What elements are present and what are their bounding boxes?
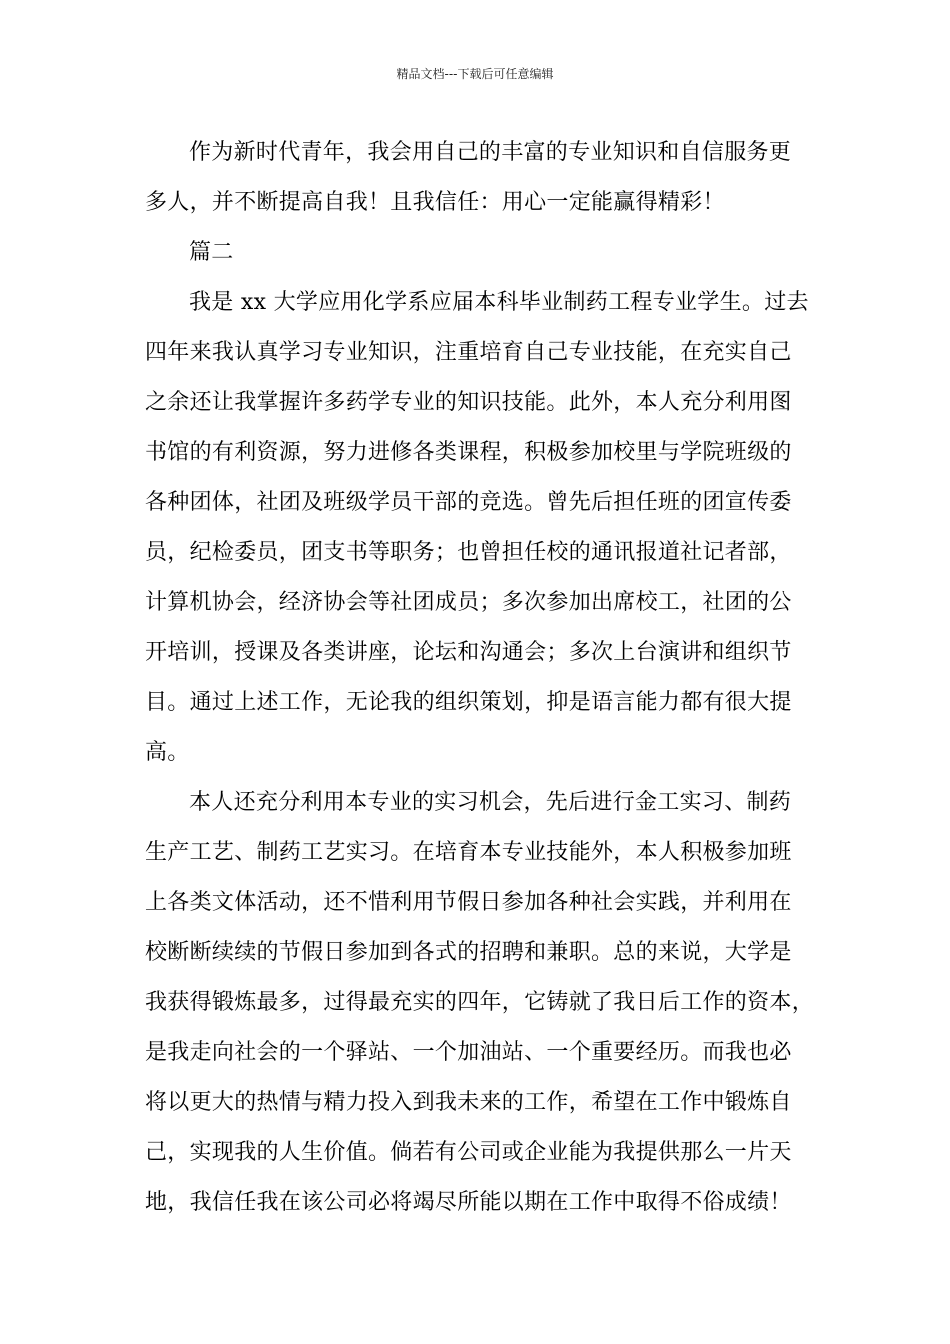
text-line: 上各类文体活动，还不惜利用节假日参加各种社会实践，并利用在 xyxy=(145,890,792,915)
text-line: 是我走向社会的一个驿站、一个加油站、一个重要经历。而我也必 xyxy=(145,1040,792,1065)
text-line: 己，实现我的人生价值。倘若有公司或企业能为我提供那么一片天 xyxy=(145,1140,792,1165)
text-line: 多人，并不断提高自我！且我信任：用心一定能赢得精彩！ xyxy=(145,190,725,215)
text-line: 四年来我认真学习专业知识，注重培育自己专业技能，在充实自己 xyxy=(145,340,792,365)
text-line: 书馆的有利资源，努力进修各类课程，积极参加校里与学院班级的 xyxy=(145,440,792,465)
text-line: 我是 xx 大学应用化学系应届本科毕业制药工程专业学生。过去 xyxy=(189,290,809,315)
text-line: 高。 xyxy=(145,740,190,765)
text-line: 员，纪检委员，团支书等职务；也曾担任校的通讯报道社记者部， xyxy=(145,540,792,565)
text-line: 我获得锻炼最多，过得最充实的四年，它铸就了我日后工作的资本， xyxy=(145,990,815,1015)
text-line: 计算机协会，经济协会等社团成员；多次参加出席校工，社团的公 xyxy=(145,590,792,615)
text-line: 地，我信任我在该公司必将竭尽所能以期在工作中取得不俗成绩！ xyxy=(145,1190,792,1215)
page-header: 精品文档---下载后可任意编辑 xyxy=(396,67,554,81)
document-body xyxy=(145,128,815,1228)
text-line: 各种团体，社团及班级学员干部的竞选。曾先后担任班的团宣传委 xyxy=(145,490,792,515)
text-line: 生产工艺、制药工艺实习。在培育本专业技能外，本人积极参加班 xyxy=(145,840,792,865)
text-line: 开培训，授课及各类讲座，论坛和沟通会；多次上台演讲和组织节 xyxy=(145,640,792,665)
text-line: 作为新时代青年，我会用自己的丰富的专业知识和自信服务更 xyxy=(189,140,792,165)
text-line: 本人还充分利用本专业的实习机会，先后进行金工实习、制药 xyxy=(189,790,792,815)
text-line: 将以更大的热情与精力投入到我未来的工作，希望在工作中锻炼自 xyxy=(145,1090,792,1115)
text-line: 目。通过上述工作，无论我的组织策划，抑是语言能力都有很大提 xyxy=(145,690,792,715)
section-heading: 篇二 xyxy=(189,240,234,265)
text-line: 之余还让我掌握许多药学专业的知识技能。此外，本人充分利用图 xyxy=(145,390,792,415)
text-line: 校断断续续的节假日参加到各式的招聘和兼职。总的来说，大学是 xyxy=(145,940,792,965)
